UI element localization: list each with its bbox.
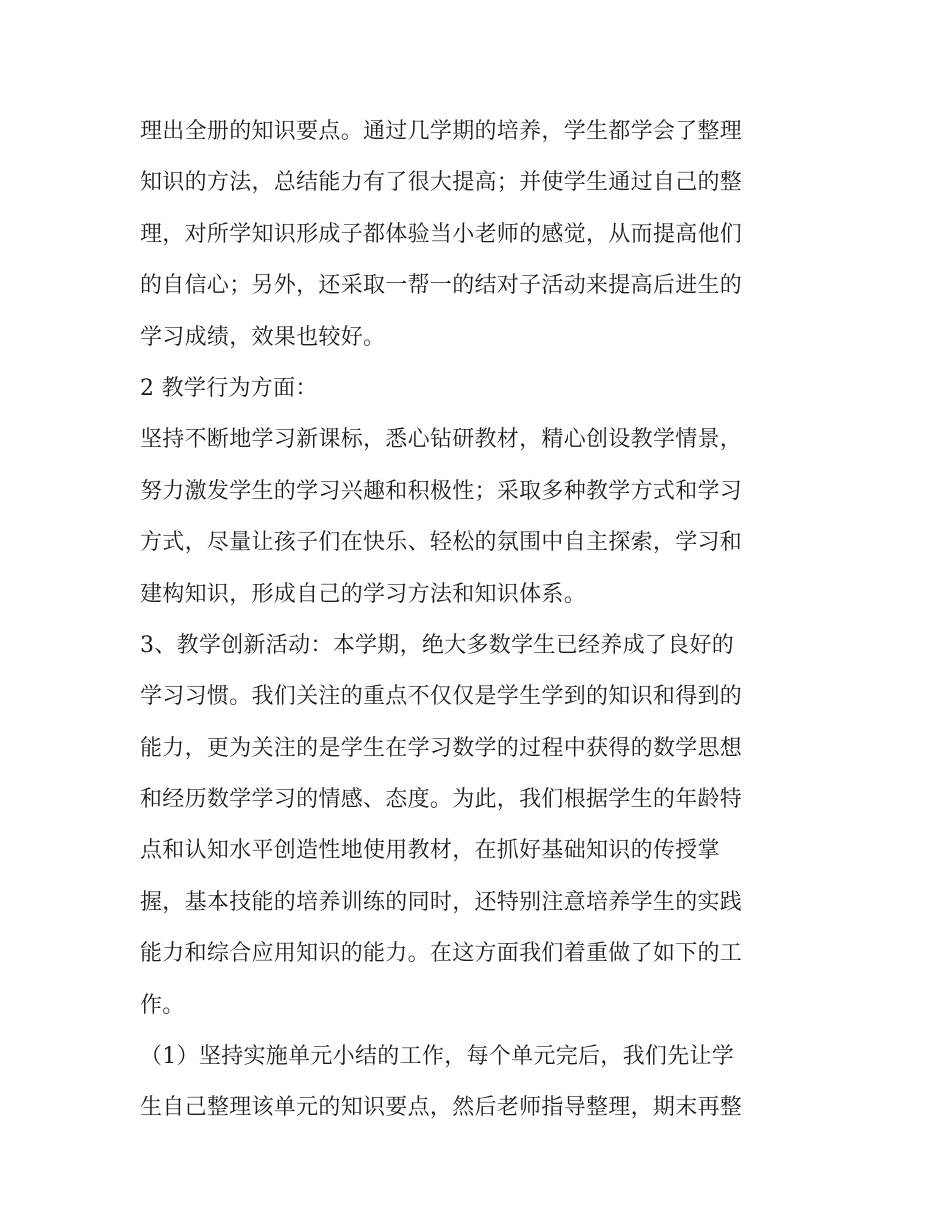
text-line-8: 努力激发学生的学习兴趣和积极性；采取多种教学方式和学习 (140, 478, 743, 504)
text-line-17: 能力和综合应用知识的能力。在这方面我们着重做了如下的工 (140, 941, 743, 967)
text-line-16: 握，基本技能的培养训练的同时，还特别注意培养学生的实践 (140, 889, 743, 915)
text-line-13: 能力，更为关注的是学生在学习数学的过程中获得的数学思想 (140, 735, 743, 761)
text-line-9: 方式，尽量让孩子们在快乐、轻松的氛围中自主探索，学习和 (140, 530, 743, 556)
text-line-5: 学习成绩，效果也较好。 (140, 324, 386, 350)
text-line-3: 理，对所学知识形成子都体验当小老师的感觉，从而提高他们 (140, 221, 743, 247)
section-teaching-innovation: 3、教学创新活动：本学期，绝大多数学生已经养成了良好的 (140, 632, 735, 658)
text-line-10: 建构知识，形成自己的学习方法和知识体系。 (140, 581, 587, 607)
text-line-14: 和经历数学学习的情感、态度。为此，我们根据学生的年龄特 (140, 787, 743, 813)
document-body (140, 106, 820, 1134)
text-line-2: 知识的方法，总结能力有了很大提高；并使学生通过自己的整 (140, 170, 743, 196)
text-line-15: 点和认知水平创造性地使用教材，在抓好基础知识的传授掌 (140, 838, 720, 864)
text-line-7: 坚持不断地学习新课标，悉心钻研教材，精心创设教学情景， (140, 427, 743, 453)
text-line-18: 作。 (140, 992, 185, 1018)
text-line-12: 学习习惯。我们关注的重点不仅仅是学生学到的知识和得到的 (140, 684, 743, 710)
list-item-1: （1）坚持实施单元小结的工作，每个单元完后，我们先让学 (140, 1044, 735, 1070)
text-line-20: 生自己整理该单元的知识要点，然后老师指导整理，期末再整 (140, 1095, 743, 1121)
section-heading-teaching-behavior: 2 教学行为方面： (140, 375, 318, 401)
text-line-1: 理出全册的知识要点。通过几学期的培养，学生都学会了整理 (140, 119, 743, 144)
text-line-4: 的自信心；另外，还采取一帮一的结对子活动来提高后进生的 (140, 273, 743, 299)
